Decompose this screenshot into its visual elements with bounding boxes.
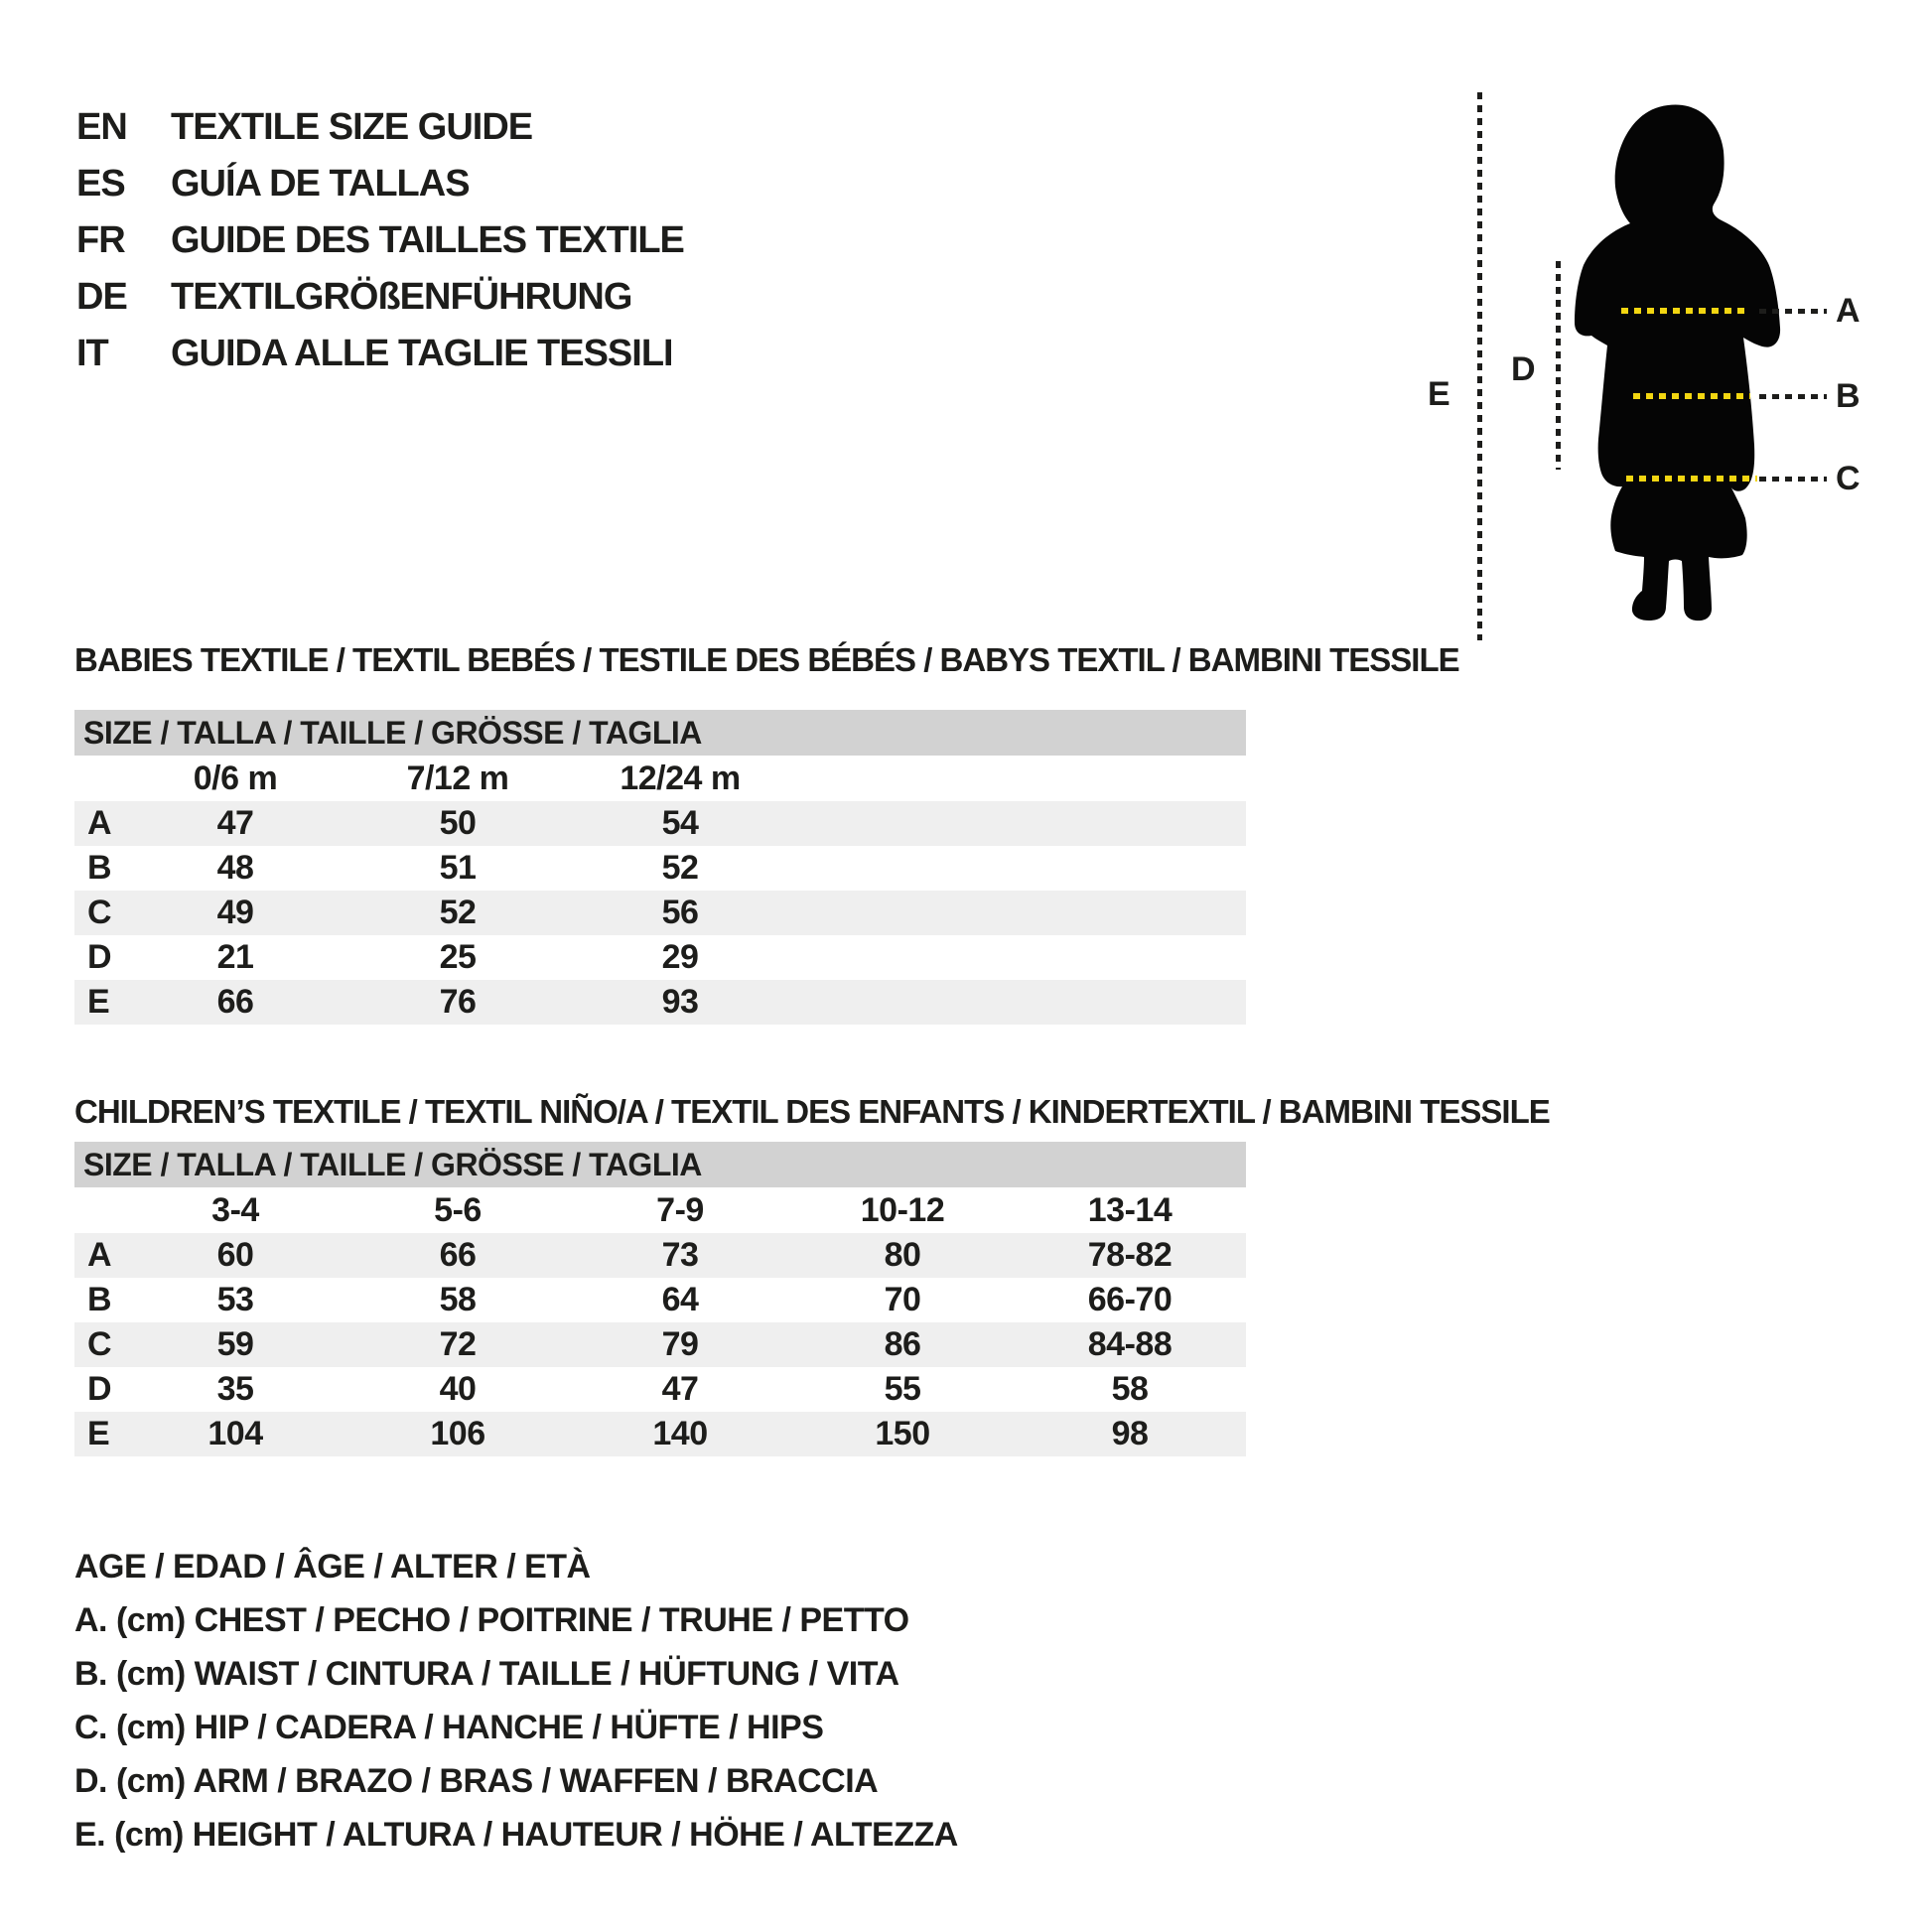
children-section-title: CHILDREN’S TEXTILE / TEXTIL NIÑO/A / TEXTIL DES ENFANTS / KINDERTEXTIL / BAMBINI TESSILE — [74, 1093, 1550, 1130]
babies-section-title: BABIES TEXTILE / TEXTIL BEBÉS / TESTILE DES BÉBÉS / BABYS TEXTIL / BAMBINI TESSILE — [74, 641, 1459, 678]
legend-height: E. (cm) HEIGHT / ALTURA / HAUTEUR / HÖHE / ALTEZZA — [74, 1816, 958, 1854]
value-cell: 52 — [439, 894, 477, 931]
value-cell: 98 — [1111, 1415, 1149, 1452]
column-header-row — [74, 1187, 1246, 1233]
waist-measure-dash-yellow — [1633, 393, 1750, 399]
row-label: C — [87, 1325, 112, 1363]
guide-title: GUÍA DE TALLAS — [171, 163, 470, 205]
value-cell: 55 — [884, 1370, 921, 1408]
column-header: 10-12 — [860, 1190, 945, 1229]
value-cell: 54 — [661, 804, 699, 842]
value-cell: 21 — [216, 938, 254, 976]
language-row — [76, 326, 684, 382]
marker-label-E: E — [1428, 375, 1450, 413]
value-cell: 64 — [661, 1281, 699, 1318]
row-label: B — [87, 849, 112, 887]
table-row — [74, 1278, 1246, 1322]
value-cell: 84-88 — [1087, 1325, 1173, 1363]
value-cell: 93 — [661, 983, 699, 1021]
legend-hip: C. (cm) HIP / CADERA / HANCHE / HÜFTE / HIPS — [74, 1709, 824, 1746]
hip-measure-dash-black — [1759, 477, 1827, 482]
value-cell: 35 — [216, 1370, 254, 1408]
marker-label-D: D — [1511, 350, 1536, 388]
value-cell: 52 — [661, 849, 699, 887]
table-row — [74, 1322, 1246, 1367]
column-header: 13-14 — [1087, 1190, 1173, 1229]
marker-label-C: C — [1836, 460, 1861, 497]
value-cell: 25 — [439, 938, 477, 976]
waist-measure-dash-black — [1759, 394, 1827, 399]
value-cell: 53 — [216, 1281, 254, 1318]
legend-arm: D. (cm) ARM / BRAZO / BRAS / WAFFEN / BRACCIA — [74, 1762, 879, 1800]
value-cell: 73 — [661, 1236, 699, 1274]
value-cell: 66 — [439, 1236, 477, 1274]
language-code: FR — [76, 219, 125, 261]
table-row — [74, 1412, 1246, 1456]
measurement-legend — [74, 1540, 958, 1862]
marker-label-A: A — [1836, 292, 1861, 330]
table-row — [74, 1233, 1246, 1278]
value-cell: 140 — [652, 1415, 708, 1452]
value-cell: 80 — [884, 1236, 921, 1274]
value-cell: 29 — [661, 938, 699, 976]
value-cell: 59 — [216, 1325, 254, 1363]
language-title-list — [76, 99, 684, 382]
language-code: EN — [76, 106, 127, 148]
child-silhouette-icon — [1569, 99, 1787, 623]
value-cell: 86 — [884, 1325, 921, 1363]
value-cell: 50 — [439, 804, 477, 842]
value-cell: 70 — [884, 1281, 921, 1318]
babies-size-table — [74, 710, 1246, 1025]
hip-measure-dash-yellow — [1626, 476, 1757, 482]
value-cell: 47 — [216, 804, 254, 842]
table-row — [74, 846, 1246, 891]
guide-title: GUIDA ALLE TAGLIE TESSILI — [171, 333, 673, 374]
value-cell: 104 — [207, 1415, 263, 1452]
chest-measure-dash-black — [1759, 309, 1827, 314]
column-header: 5-6 — [434, 1190, 482, 1229]
language-row — [76, 156, 684, 212]
guide-title: TEXTILGRÖßENFÜHRUNG — [171, 276, 632, 318]
language-code: DE — [76, 276, 127, 318]
language-row — [76, 99, 684, 156]
legend-age: AGE / EDAD / ÂGE / ALTER / ETÀ — [74, 1548, 591, 1586]
value-cell: 58 — [439, 1281, 477, 1318]
table-row — [74, 801, 1246, 846]
row-label: A — [87, 1236, 112, 1274]
language-row — [76, 212, 684, 269]
table-row — [74, 891, 1246, 935]
guide-title: TEXTILE SIZE GUIDE — [171, 106, 533, 148]
row-label: B — [87, 1281, 112, 1318]
arm-measure-line-D — [1556, 261, 1561, 470]
height-measure-line-E — [1477, 92, 1482, 640]
column-header: 3-4 — [211, 1190, 259, 1229]
value-cell: 76 — [439, 983, 477, 1021]
value-cell: 60 — [216, 1236, 254, 1274]
value-cell: 49 — [216, 894, 254, 931]
value-cell: 79 — [661, 1325, 699, 1363]
column-header: 0/6 m — [193, 759, 278, 797]
value-cell: 51 — [439, 849, 477, 887]
legend-waist: B. (cm) WAIST / CINTURA / TAILLE / HÜFTUNG / VITA — [74, 1655, 899, 1693]
value-cell: 66 — [216, 983, 254, 1021]
size-header-bar: SIZE / TALLA / TAILLE / GRÖSSE / TAGLIA — [74, 710, 1246, 756]
value-cell: 150 — [875, 1415, 930, 1452]
size-header-bar: SIZE / TALLA / TAILLE / GRÖSSE / TAGLIA — [74, 1142, 1246, 1187]
row-label: E — [87, 983, 110, 1021]
row-label: A — [87, 804, 112, 842]
value-cell: 56 — [661, 894, 699, 931]
value-cell: 47 — [661, 1370, 699, 1408]
value-cell: 58 — [1111, 1370, 1149, 1408]
table-row — [74, 980, 1246, 1025]
chest-measure-dash-yellow — [1621, 308, 1750, 314]
column-header: 12/24 m — [620, 759, 741, 797]
value-cell: 48 — [216, 849, 254, 887]
value-cell: 72 — [439, 1325, 477, 1363]
row-label: C — [87, 894, 112, 931]
column-header: 7-9 — [656, 1190, 704, 1229]
value-cell: 106 — [430, 1415, 485, 1452]
row-label: D — [87, 938, 112, 976]
row-label: E — [87, 1415, 110, 1452]
language-row — [76, 269, 684, 326]
value-cell: 40 — [439, 1370, 477, 1408]
table-row — [74, 935, 1246, 980]
children-size-table — [74, 1142, 1246, 1456]
guide-title: GUIDE DES TAILLES TEXTILE — [171, 219, 684, 261]
legend-chest: A. (cm) CHEST / PECHO / POITRINE / TRUHE / PETTO — [74, 1601, 909, 1639]
row-label: D — [87, 1370, 112, 1408]
column-header-row — [74, 756, 1246, 801]
value-cell: 78-82 — [1087, 1236, 1173, 1274]
marker-label-B: B — [1836, 377, 1861, 415]
language-code: IT — [76, 333, 108, 374]
language-code: ES — [76, 163, 125, 205]
table-row — [74, 1367, 1246, 1412]
column-header: 7/12 m — [406, 759, 509, 797]
value-cell: 66-70 — [1087, 1281, 1173, 1318]
